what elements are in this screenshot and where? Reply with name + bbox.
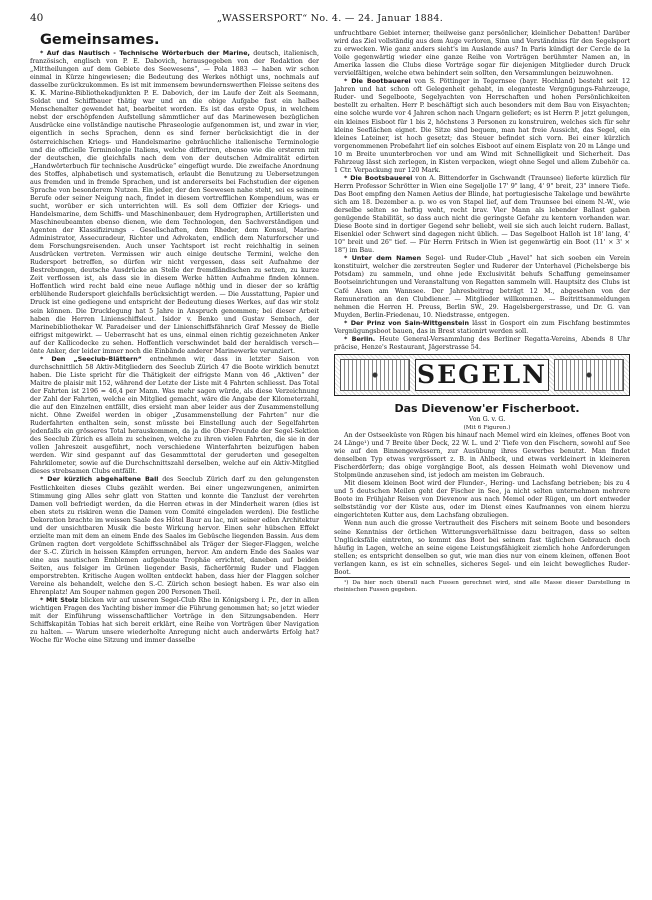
article	[30, 597, 319, 645]
feature-title: Das Dievenow'er Fischerboot.	[394, 401, 580, 415]
article	[334, 336, 630, 352]
feature-figures-note: (Mit 6 Figuren.)	[463, 424, 511, 431]
segeln-banner	[334, 354, 630, 396]
article-text: von S. Pöttinger in Tegernsee (bayr. Hochland) besteht seit 12 Jahren und hat schon oft Gelegenheit gehabt, in eleganteste Vergnügungs-Fahrzeuge, Ruder- und Segelboote, Segelyachten von Herrschaften und hohen Persönlichkeiten bestellt zu erhalten. Herr P. beschäftigt sich auch besonders mit dem Bau von Eisyachten; eine solche wurde vor 4 Jahren schon nach Ungarn geliefert; es ist Herrn P. jetzt gelungen, ein kleines Eisboot für 1 bis 2, höchstens 3 Personen zu konstruiren, welches sich für sehr kleine Seeflächen eignet. Die Sitze sind bequem, man hat freie Aussicht, das Segel, ein kleines Lateiner, ist hoch gesetzt; das Steuer befindet sich vorn. Bei einer kürzlich vorgenommenen Probefahrt lief ein solches Eisboot auf einem Eisplatz von 20 m Länge und 10 m Breite ununterbrochen vor und am Wind mit Schnelligkeit und Sicherheit. Das Fahrzeug lässt sich zerlegen, in Kisten verpacken, wiegt ohne Segel und allem Zubehör ca. 1 Ctr. Verpackung nur 120 Mark.	[334, 78, 630, 174]
article-lead: * Der Prinz von Sain-Wittgenstein	[344, 319, 469, 327]
article	[334, 320, 630, 336]
article-text: Heute General-Versammlung des Berliner Regatta-Vereins, Abends 8 Uhr präcise, Henze's Restaurant, Jägerstrasse 54.	[334, 335, 630, 351]
article-lead: * Unter dem Namen	[344, 255, 422, 263]
right-column	[334, 30, 630, 888]
article-lead: * Den „Seeclub-Blättern“	[40, 355, 142, 363]
continuation-text: unfruchtbare Gebiet interner, theilweise ganz persönlicher, kleinlicher Debatten! Darüber wird das Ziel vollständig aus dem Auge verloren, Sinn und Verständniss für den Segelsport zu erwecken. Wie ganz anders sieht's im Auslande aus? In Paris kündigt der Cercle de la Voile gegenwärtig wieder eine ganze Reihe von Vorträgen berühmter Namen an, in Amerika lassen die Clubs diese Vorträge sogar für diejenigen Mitglieder durch Druck vervielfältigen, welche etwa behindert sein sollten, den Versammlungen beizuwohnen.	[334, 30, 630, 78]
article	[30, 356, 319, 477]
article-lead: * Mit Stolz	[40, 597, 79, 605]
journal-title: „WASSERSPORT“ No. 4. — 24. Januar 1884.	[216, 13, 444, 24]
feature-paragraph: An der Ostseeküste von Rügen bis hinauf nach Memel wird ein kleines, offenes Boot von 24 Länge¹) und 7 Breite über Deck, 22 W. L. und 2' Tiefe von den Fischern, sowohl auf See wie auf den Binnengewässern, zur Ausübung ihres Gewerbes benutzt. Man findet denselben Typ etwas vergrössert z. B. in Ahlbeck, und etwas verkleinert in kleineren Fischerdörfern; das obige vorgängige Boot, als dessen Heimath wohl Dievenow und Stolpmünde anzusehen sind, ist jedoch am meisten im Gebrauch.	[334, 431, 630, 480]
left-column	[30, 30, 319, 888]
article	[30, 476, 319, 597]
running-header	[30, 12, 630, 26]
article-lead: * Berlin.	[344, 335, 376, 343]
article-text: deutsch, italienisch, französisch, englisch von P. E. Dabovich, herausgegeben von der Redaktion der „Mittheilungen auf dem Gebiete des Seewesens“, — Pola 1883 — haben wir schon einmal in Kürze hingewiesen; die Bedeutung des Werkes nöthigt uns, nochmals auf dasselbe zurückzukommen. Es ist mit immensem bewundernswerthen Fleisse seitens des K. K. Marine-Bibliothekadjunkten P. E. Dabovich, der im Laufe der Zeit als Seemann, Soldat und Schiffbauer thätig war und an die obige Aufgabe fast ein halbes Menschenalter gewendet hat, bearbeitet worden. Es ist das erste Opus, in welchem nebst der erschöpfenden Aufstellung sämmtlicher auf das Marinewesen bezüglichen Ausdrücke eine vollständige nautische Phraseologie aufgenommen ist, und zwar in vier, eigentlich in sechs Sprachen, denn es sind ferner berücksichtigt die in der österreichischen Kriegs- und Handelsmarine gebräuchliche italienische Terminologie und die officielle Terminologie Italiens, welche differiren, ebenso wie die ersteren mit der deutschen, die gleichfalls nach dem von der deutschen Admiralität edirten „Handwörterbuch für technische Ausdrücke“ eingefügt wurde. Die zweifache Anordnung des Stoffes, alphabetisch und systematisch, erlaubt die Benutzung zu Uebersetzungen aus fremden und in fremde Sprachen, und ist andererseits bei Fachstudien der eigenen Sprache von besonderem Nutzen. Ein jeder, der den Seewesen nahe steht, sei es seinem Berufe oder seiner Neigung nach, findet in diesem vortrefflichen Kompendium, was er sucht, worüber er sich unterrichten will. Es soll dem Offizier der Kriegs- und Handelsmarine, dem Schiffs- und Maschinenbauer, dem Hydrographen, Artilleristen und Maschineubeamten ebenso dienen, wie dem Technologen, den Sachverständigen und Agenten der Klassifizirungs - Gesellschaften, dem Rheder, dem Konsul, Marine-Administrator, Assecuradeur, Richter und Advokaten, endlich dem Naturforscher und dem Forschungsreisenden. Auch unser Yachtsport ist recht reichhaltig in seinen Ausdrücken vertreten. Vermissen wir auch einige deutsche Termini, welche den Rudersport betreffen, so dürfen wir nicht vergessen, dass seit Aufnahme der Bestrebungen, deutsche Ausdrücke an Stelle der fremdländischen zu setzen, zu kurze Zeit verflossen ist, als dass sie in diesem Werke hätten Aufnahme finden können. Hoffentlich wird recht bald eine neue Auflage nöthig und in dieser der so kräftig erblühende Rudersport gleichfalls berücksichtigt werden. — Die Ausstattung, Papier und Druck ist eine gediegene und entspricht der Bedeutung dieses Werkes, auf das wir stolz sein können. Die Drucklegung hat 5 Jahre in Anspruch genommen; bei dieser Arbeit haben die Herren Linienschiffsleut. Isidor v. Benko und Gustav Sembach, der Marinebibliothekar W. Paradeiser und der Linienschiffsfähnrich Graf Messey de Bielle eifrigst mitgewirkt. — Ueberrascht hat es uns, einmal einen richtig gezeichneten Anker auf der Kallicodecke zu sehen. Hoffentlich verschwindet bald der heraldisch versch—önte Anker, der leider immer noch die Einbände anderer Marinewerke verunziert.	[30, 50, 319, 355]
article	[334, 175, 630, 255]
feature-byline: Von G. v. G.	[468, 415, 506, 423]
article-text: Segel- und Ruder-Club „Havel“ hat sich soeben ein Verein konstituirt, welcher die zerstreuten Segler und Ruderer der Unterhavel (Pichelsberge bis Potsdam) zu sammeln, und ohne jede Exclusivität behufs Schaffung gemeinsamer Bootseinrichtungen und Veranstaltung von Regatten sammeln will. Hauptsitz des Clubs ist Café Alsen am Wannsee. Der Jahresbeitrag beträgt 12 M., abgesehen von der Remuneration an den Clubdiener. — Mitglieder willkommen. — Beitrittsanmeldungen nehmen die Herren H. Preuss, Berlin SW., 29. Hagelsbergerstrasse, und Dr. G. van Muyden, Berlin-Friedenau, 10. Niedstrasse, entgegen.	[334, 255, 630, 319]
feature-paragraph: Wenn nun auch die grosse Vertrautheit des Fischers mit seinem Boote und besonders seine Kenntniss der örtlichen Witterungsverhältnisse dazu beitragen, dass so selten Unglücksfälle eintreten, so kommt das Boot bei seinem fast täglichen Gebrauch doch häufig in Lagen, welche an seine eigene Leistungsfähigkeit ziemlich hohe Anforderungen stellen; es entspricht denselben so gut, wie man dies nur von einem kleinen, offenen Boot verlangen kann, es ist ein schnelles, sicheres Segel- und ein leicht bewegliches Ruder-Boot.	[334, 520, 630, 576]
article-lead: * Auf das Nautisch - Technische Wörterbuch der Marine,	[40, 50, 250, 57]
page-number: 40	[30, 12, 44, 24]
article-lead: * Die Bootsbauerei	[344, 174, 413, 182]
article-text: lässt in Gosport ein zum Fischfang bestimmtes Vergnügungsboot bauen, das in Brest stationirt werden soll.	[334, 319, 630, 335]
ornament-left-icon	[340, 359, 410, 391]
ornament-right-icon	[554, 359, 624, 391]
article-text: blicken wir auf unseren Segel-Club Rhe in Königsberg i. Pr., der in allen wichtigen Fragen des Yachting bisher immer die Führung genommen hat; so jetzt wieder mit der Einführung wissenschaftlicher Vorträge in den Sitzungsabenden. Herr Schiffskapitän Tobias hat sich bereit erklärt, eine Reihe von Vorträgen über Navigation zu halten. — Warum unsere wiederholte Anregung nicht auch anderwärts Erfolg hat? Woche für Woche eine Sitzung und immer dasselbe	[30, 597, 319, 645]
article	[334, 78, 630, 175]
article-lead: * Die Bootbauerei	[344, 78, 411, 86]
banner-title: SEGELN	[415, 359, 549, 391]
article-text: des Seeclub Zürich darf zu den gelungensten Festlichkeiten dieses Clubs gezählt werden. Bei einer ungezwungenen, animirten Stimmung ging Alles sehr glatt von Statten und konnte die Tanzlust der verehrten Damen voll befriedigt werden, da die Herren etwas in der Minderheit waren (dies ist eben stets zu riskiren wenn die Damen vom Comité eingeladen werden). Die festliche Dekoration brachte im weissen Saale des Hôtel Baur au lac, mit seiner edlen Architektur und der unsichtbaren Musik die beste Wirkung hervor. Einen sehr hübschen Effekt erzielte man mit dem an einem Ende des Saales im Gebüsche liegenden Bassin. Aus dem Grünen ragten dort vergoldete Schiffsschnäbel als Träger der Sieger-Flaggen, welche der S.-C. Zürich in heissen Kämpfen errungen, hervor. Am andern Ende des Saales war eine aus nautischen Emblemen aufgebaute Trophäe errichtet, daneben auf beiden Seiten, aus felsiger im Grünen liegender Basis, fächerförmig Ruder und Flaggen emporstrebten. Kritische Augen wollten entdeckt haben, dass hier der Flaggen solcher Vereine als behandelt, welche den S.-C. Zürich schon besiegt haben. Es war also ein Ehrenplatz! Am Souper nahmen gegen 200 Personen Theil.	[30, 476, 319, 597]
article	[30, 50, 319, 356]
article-text: entnehmen wir, dass in letzter Saison von durchschnittlich 58 Aktiv-Mitgliedern des Seeclub Zürich 47 die Boote wirklich benutzt haben. Die Liste spricht für die Thätigkeit der eifrigste Mann von 46 „Aktiven“ der Maitre de plaisir mit 152, während der Letzte der Liste mit 4 Fahrten schliesst. Das Total der Fahrten ist 2196 = 46,4 per Mann. Was mehr sagen würde, als diese Verzeichnung der Zahl der Fahrten, welche ein Mitglied gemacht, wäre die Angabe der Kilometerzahl, die auf den Einzelnen entfällt, dies ersieht man aber leider aus der Zusammenstellung nicht. Ohne Zweifel werden in obiger „Zusammenstellung der Fahrten“ nur die Ruderfahrten enthalten sein, sonst müsste bei Einstellung auch der Segelfahrten jedenfalls ein grösseres Total herauskommen, da ja die Ober-Freunde der Segel-Sektion des Seeclub Zürich es allein zu scheinen, welche zu ihren vielen Fahrten, die sie in der vollen Jahreszeit ausgeführt, noch verschiedene Winterfahrten beizufügen haben werden. Wir sind gespannt auf das Gesammttotal der geruderten und gesegelten Fahrkilometer, sowie auf die Durchschnittszahl derselben, welche auf ein Aktiv-Mitglied dieses strebsamen Clubs entfällt.	[30, 355, 319, 476]
footnote: ¹) Da hier noch überall nach Fussen gerechnet wird, sind alle Masse dieser Darstellung in rheinischen Fussen gegeben.	[334, 577, 630, 594]
article-text: von A. Bittendorfer in Gschwandt (Traunsee) lieferte kürzlich für Herrn Professor Schrötter in Wien eine Segeljolle 17' 9" lang, 4' 9" breit, 23" innere Tiefe. Das Boot empfing den Namen Aetius der Blinde, hat portugiesische Takelage und bewährte sich am 18. Dezember a. p. wo es von Stapel lief, auf dem Traunsee bei einem N.-W., wie derselbe selten so heftig weht, recht brav. Vier Mann als lebender Ballast gaben genügende Stabilität, so dass auch nicht die geringste Gefahr zu kentern vorhanden war. Diese Boote sind in dortiger Gegend sehr beliebt, weil sie sich auch leicht rudern. Ballast, Eisenkiel oder Schwert sind dagegen nicht üblich. — Das Segelboot Halloh ist 18' lang, 4' 10" breit und 26" tief. — Für Herrn Fritsch in Wien ist gegenwärtig ein Boot (11' × 3' × 18") im Bau.	[334, 174, 630, 255]
article-lead: * Der kürzlich abgehaltene Ball	[40, 476, 159, 484]
feature-paragraph: Mit diesem kleinen Boot wird der Flunder-, Hering- und Lachsfang betrieben; bis zu 4 und 5 deutschen Meilen geht der Fischer in See, ja nicht selten unternehmen mehrere Boote im Frühjahr Reisen von Dievenow aus nach Memel oder Rügen, um dort entweder selbstständig vor der Küste aus, oder im Dienst eines Kaufmannes von einem hierzu eingerichteten Kutter aus, dem Lachsfang obzuliegen.	[334, 480, 630, 520]
article	[334, 255, 630, 319]
section-heading: Gemeinsames.	[40, 32, 160, 48]
